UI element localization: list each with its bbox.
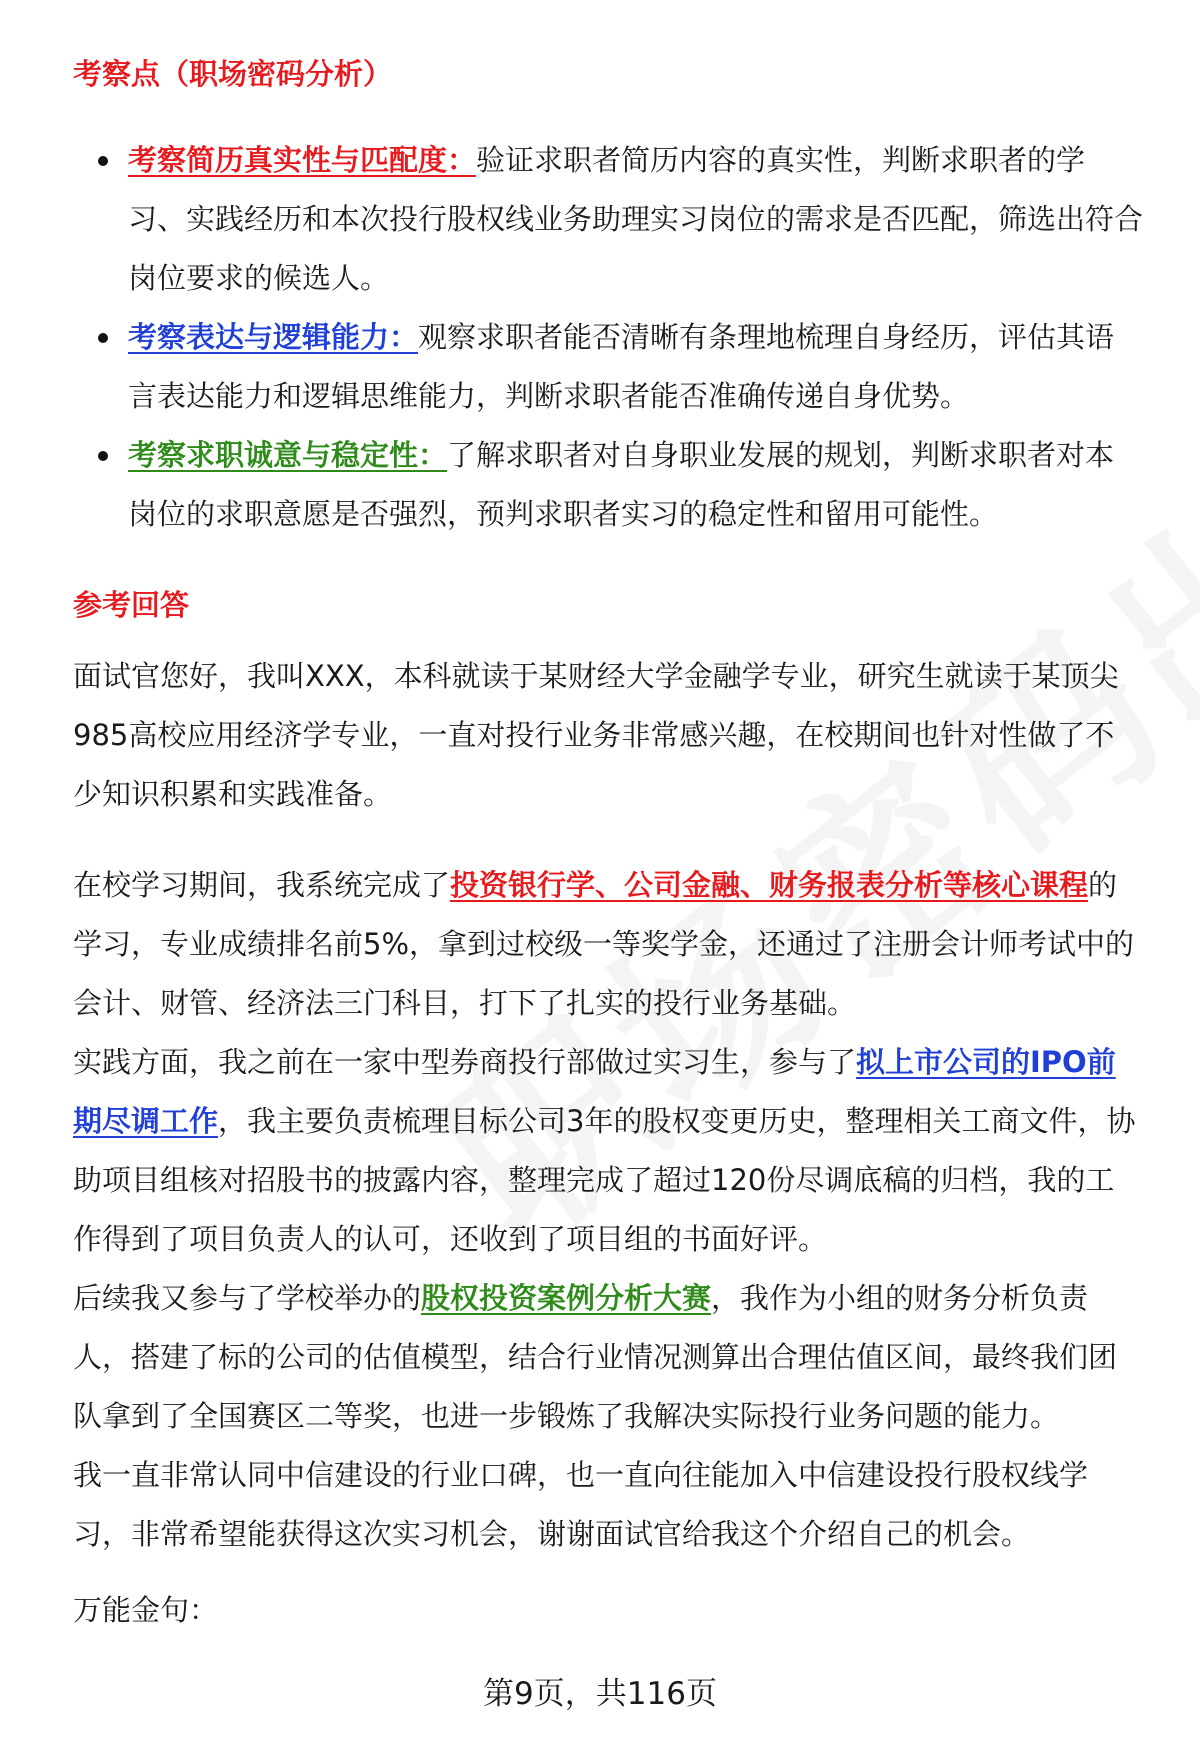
page-number: 第9页，共116页 (483, 1676, 717, 1712)
answer-paragraph-competition (73, 1269, 1143, 1446)
exam-points-list (73, 131, 1143, 544)
list-item (73, 131, 1143, 308)
highlight-ipo: 拟上市公司的IPO前期尽调工作 (73, 1045, 1116, 1138)
text-span: 的学习，专业成绩排名前5%，拿到过校级一等奖学金，还通过了注册会计师考试中的会计、财管、经济法三门科目，打下了扎实的投行业务基础。 (73, 868, 1135, 1020)
closing-label: 万能金句： (73, 1593, 219, 1627)
answer-paragraph-practice (73, 1033, 1143, 1269)
text-span: ，我作为小组的财务分析负责人，搭建了标的公司的估值模型，结合行业情况测算出合理估值区间，最终我们团队拿到了全国赛区二等奖，也进一步锻炼了我解决实际投行业务问题的能力。 (73, 1281, 1118, 1433)
list-item (73, 308, 1143, 426)
text-span: 后续我又参与了学校举办的 (73, 1281, 422, 1315)
bullet-text: 了解求职者对自身职业发展的规划，判断求职者对本岗位的求职意愿是否强烈，预判求职者实习的稳定性和留用可能性。 (128, 438, 1115, 531)
section-title-reference-answer: 参考回答 (73, 588, 190, 622)
answer-paragraph-study (73, 856, 1143, 1033)
answer-paragraph-motivation: 我一直非常认同中信建设的行业口碑，也一直向往能加入中信建设投行股权线学习，非常希望能获得这次实习机会，谢谢面试官给我这个介绍自己的机会。 (73, 1458, 1089, 1551)
list-item (73, 426, 1143, 544)
answer-paragraph-intro: 面试官您好，我叫XXX，本科就读于某财经大学金融学专业，研究生就读于某顶尖985高校应用经济学专业，一直对投行业务非常感兴趣，在校期间也针对性做了不少知识积累和实践准备。 (73, 659, 1119, 811)
bullet-text: 验证求职者简历内容的真实性，判断求职者的学习、实践经历和本次投行股权线业务助理实习岗位的需求是否匹配，筛选出符合岗位要求的候选人。 (128, 143, 1144, 295)
bullet-text: 观察求职者能否清晰有条理地梳理自身经历，评估其语言表达能力和逻辑思维能力，判断求职者能否准确传递自身优势。 (128, 320, 1115, 413)
text-span: ，我主要负责梳理目标公司3年的股权变更历史，整理相关工商文件，协助项目组核对招股书的披露内容，整理完成了超过120份尽调底稿的归档，我的工作得到了项目负责人的认可，还收到了项目组的书面好评。 (73, 1104, 1136, 1256)
text-span: 在校学习期间，我系统完成了 (73, 868, 451, 902)
bullet-keyword: 考察求职诚意与稳定性： (128, 438, 448, 472)
bullet-keyword: 考察表达与逻辑能力： (128, 320, 419, 354)
highlight-courses: 投资银行学、公司金融、财务报表分析等核心课程 (450, 868, 1089, 902)
bullet-keyword: 考察简历真实性与匹配度： (128, 143, 477, 177)
highlight-competition: 股权投资案例分析大赛 (421, 1281, 712, 1315)
text-span: 实践方面，我之前在一家中型券商投行部做过实习生，参与了 (73, 1045, 857, 1079)
section-title-exam-points: 考察点（职场密码分析） (73, 57, 393, 91)
